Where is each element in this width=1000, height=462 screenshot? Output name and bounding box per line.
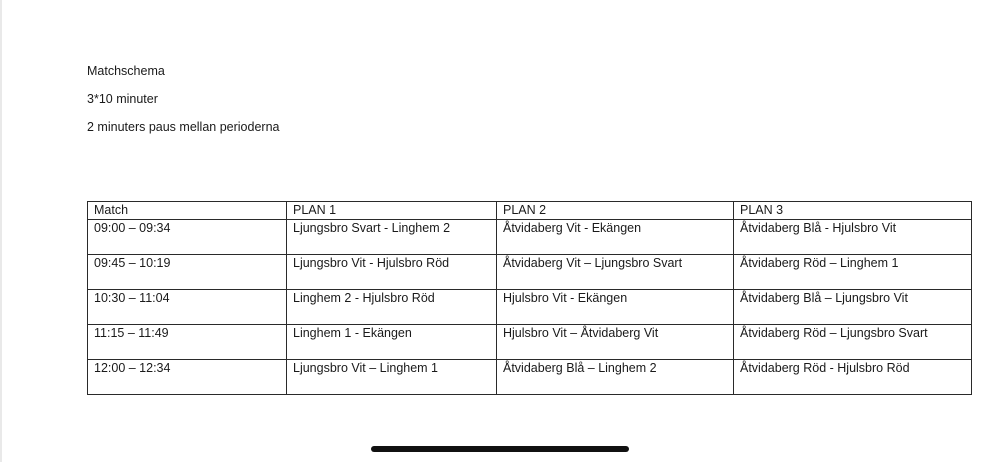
match-time-cell: 10:30 – 11:04 (88, 290, 287, 325)
table-row (88, 360, 972, 395)
plan-2-cell: Åtvidaberg Vit - Ekängen (497, 220, 734, 255)
plan-1-cell: Ljungsbro Vit - Hjulsbro Röd (287, 255, 497, 290)
plan-2-cell: Åtvidaberg Vit – Ljungsbro Svart (497, 255, 734, 290)
header-plan-2: PLAN 2 (497, 202, 734, 220)
match-time-cell: 09:45 – 10:19 (88, 255, 287, 290)
header-match: Match (88, 202, 287, 220)
plan-1-cell: Linghem 1 - Ekängen (287, 325, 497, 360)
plan-3-cell: Åtvidaberg Röd - Hjulsbro Röd (734, 360, 972, 395)
pause-info-text: 2 minuters paus mellan perioderna (87, 120, 280, 134)
plan-2-cell: Åtvidaberg Blå – Linghem 2 (497, 360, 734, 395)
plan-3-cell: Åtvidaberg Röd – Linghem 1 (734, 255, 972, 290)
home-indicator-bar[interactable] (371, 446, 629, 452)
document-title: Matchschema (87, 64, 165, 78)
plan-1-cell: Ljungsbro Vit – Linghem 1 (287, 360, 497, 395)
plan-2-cell: Hjulsbro Vit – Åtvidaberg Vit (497, 325, 734, 360)
plan-3-cell: Åtvidaberg Blå – Ljungsbro Vit (734, 290, 972, 325)
match-schedule-table (87, 201, 972, 395)
plan-3-cell: Åtvidaberg Röd – Ljungsbro Svart (734, 325, 972, 360)
plan-3-cell: Åtvidaberg Blå - Hjulsbro Vit (734, 220, 972, 255)
table-row (88, 220, 972, 255)
table-header-row (88, 202, 972, 220)
page-edge (0, 0, 2, 462)
header-plan-1: PLAN 1 (287, 202, 497, 220)
table-row (88, 325, 972, 360)
table-row (88, 255, 972, 290)
plan-1-cell: Ljungsbro Svart - Linghem 2 (287, 220, 497, 255)
match-time-cell: 12:00 – 12:34 (88, 360, 287, 395)
match-duration-text: 3*10 minuter (87, 92, 158, 106)
match-time-cell: 11:15 – 11:49 (88, 325, 287, 360)
match-time-cell: 09:00 – 09:34 (88, 220, 287, 255)
table-row (88, 290, 972, 325)
plan-2-cell: Hjulsbro Vit - Ekängen (497, 290, 734, 325)
plan-1-cell: Linghem 2 - Hjulsbro Röd (287, 290, 497, 325)
header-plan-3: PLAN 3 (734, 202, 972, 220)
